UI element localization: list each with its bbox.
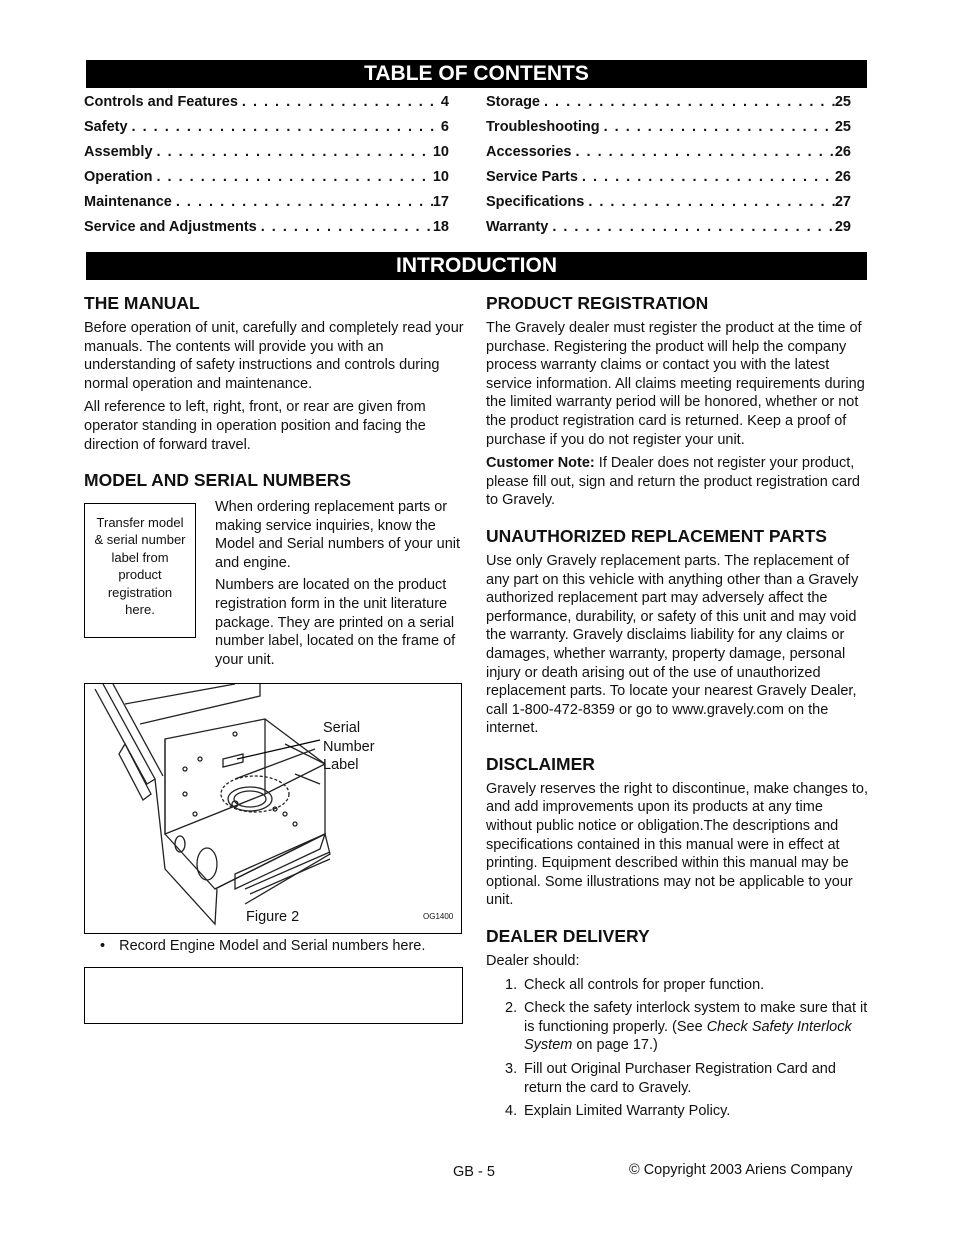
toc-entry-title: Operation: [84, 168, 153, 185]
toc-entry-title: Maintenance: [84, 193, 172, 210]
toc-entry-page: 29: [834, 218, 851, 235]
toc-entry[interactable]: [486, 214, 851, 239]
manual-section: [84, 292, 466, 454]
callout-line: Label: [323, 757, 359, 774]
list-item-text: Fill out Original Purchaser Registration Card and return the card to Gravely.: [524, 1061, 836, 1096]
toc-entry[interactable]: [84, 164, 449, 189]
toc-entry-title: Service and Adjustments: [84, 218, 257, 235]
callout-line: Number: [323, 738, 375, 755]
toc-entry[interactable]: [486, 139, 851, 164]
toc-right-column: [486, 89, 851, 239]
customer-note-text: If Dealer does not register your product, please fill out, sign and return the product registration card to Gravely.: [486, 455, 860, 509]
list-item: 2. Check the safety interlock system to make sure that it is functioning properly. (See Check Safety Interlock System on page 17.): [505, 999, 870, 1055]
list-item-text: Explain Limited Warranty Policy.: [524, 1103, 731, 1120]
disclaimer-heading: DISCLAIMER: [486, 753, 595, 774]
toc-entry-title: Warranty: [486, 218, 549, 235]
manual-paragraph-1: Before operation of unit, carefully and completely read your manuals. The contents will provide you with an understanding of safety instructions and controls during normal operation and maintenance.: [84, 320, 464, 392]
toc-entry-title: Assembly: [84, 143, 153, 160]
model-section: [84, 469, 466, 491]
model-text: [215, 498, 467, 669]
mower-frame-illustration: [85, 684, 461, 933]
toc-entry-title: Service Parts: [486, 168, 578, 185]
toc-title: TABLE OF CONTENTS: [86, 60, 867, 88]
toc-entry[interactable]: [84, 189, 449, 214]
bullet-icon: •: [100, 938, 106, 954]
disclaimer-paragraph: Gravely reserves the right to discontinue, make changes to, and add improvements upon its products at any time without public notice or obligation.The descriptions and specifications contained in this manual were in effect at printing. Equipment described within this manual may be optional. Some illustrations may not be applicable to your unit.: [486, 780, 869, 909]
list-item-text: [524, 999, 870, 1055]
toc-entry[interactable]: [84, 114, 449, 139]
toc-entry[interactable]: [84, 139, 449, 164]
manual-paragraph-2: All reference to left, right, front, or rear are given from operator standing in operation position and facing the direction of forward travel.: [84, 399, 426, 453]
dealer-lead: Dealer should:: [486, 953, 580, 970]
toc-entry-title: Specifications: [486, 193, 585, 210]
toc-entry-page: 26: [834, 168, 851, 185]
list-item: 4. Explain Limited Warranty Policy.: [505, 1103, 731, 1120]
copyright: © Copyright 2003 Ariens Company: [629, 1162, 853, 1178]
registration-paragraph: The Gravely dealer must register the product at the time of purchase. Registering the product will help the company process warranty claims or contact you with the latest service information. All claims meeting requirements during the limited warranty period will be honored, whether or not the product registration card is returned. Keep a proof of purchase if you do not register your unit.: [486, 320, 865, 448]
list-item-text: Check all controls for proper function.: [524, 976, 765, 993]
customer-note: [486, 454, 870, 510]
dealer-heading: DEALER DELIVERY: [486, 926, 650, 947]
toc-entry-title: Troubleshooting: [486, 118, 600, 135]
callout-line: Serial: [323, 720, 361, 736]
engine-record-box[interactable]: [84, 967, 463, 1024]
toc-entry-page: 25: [834, 93, 851, 110]
toc-entry-title: Accessories: [486, 143, 572, 160]
toc-entry-page: 26: [834, 143, 851, 160]
toc-entry-title: Storage: [486, 93, 540, 110]
toc-entry-page: 10: [432, 143, 449, 160]
item2-pre: Check the safety interlock system to make sure that it is functioning properly. (See: [524, 1000, 868, 1035]
record-bullet: [100, 937, 466, 956]
registration-heading: PRODUCT REGISTRATION: [486, 293, 709, 313]
toc-entry[interactable]: [84, 214, 449, 239]
toc-entry-page: 4: [440, 93, 449, 110]
serial-number-callout: [323, 719, 375, 775]
label-transfer-box: [84, 503, 196, 638]
toc-entry[interactable]: [486, 189, 851, 214]
page-number: GB - 5: [453, 1164, 495, 1180]
list-item: 3. Fill out Original Purchaser Registration Card and return the card to Gravely.: [505, 1060, 870, 1097]
right-column: [486, 292, 870, 1121]
model-heading: MODEL AND SERIAL NUMBERS: [84, 470, 352, 490]
figure-caption: Figure 2: [246, 909, 300, 925]
toc-entry-page: 27: [834, 193, 851, 210]
intro-title: INTRODUCTION: [86, 252, 867, 280]
toc-entry[interactable]: [84, 89, 449, 114]
toc-entry-page: 6: [440, 118, 449, 135]
unauthorized-paragraph: Use only Gravely replacement parts. The replacement of any part on this vehicle with anything other than a Gravely authorized replacement part may adversely affect the performance, durability, or safety of this unit and may void the warranty. Gravely disclaims liability for any claims or damages, whether warranty, property damage, personal injury or death arising out of the use of unauthorized replacement parts. To locate your nearest Gravely Dealer, call 1-800-472-8359 or go to www.gravely.com on the internet.: [486, 552, 859, 737]
toc-entry-page: 10: [432, 168, 449, 185]
toc-entry[interactable]: [486, 89, 851, 114]
model-paragraph-2: Numbers are located on the product registration form in the unit literature package. They are printed on a serial number label, located on the frame of your unit.: [215, 577, 456, 668]
figure-code: OG1400: [423, 912, 454, 921]
item2-reference: Check Safety Interlock System: [524, 1018, 852, 1054]
figure-2: [84, 683, 462, 934]
toc-entry-page: 17: [432, 193, 449, 210]
record-bullet-text: Record Engine Model and Serial numbers here.: [119, 938, 426, 954]
toc-entry-page: 25: [834, 118, 851, 135]
model-paragraph-1: When ordering replacement parts or making service inquiries, know the Model and Serial numbers of your unit and engine.: [215, 499, 461, 571]
toc-left-column: [84, 89, 449, 239]
toc-entry-title: Safety: [84, 118, 128, 135]
customer-note-label: Customer Note:: [486, 455, 595, 472]
toc-entry[interactable]: [486, 164, 851, 189]
item2-post: on page 17.): [572, 1037, 658, 1054]
dealer-checklist: [486, 976, 870, 1121]
label-transfer-text: Transfer model & serial number label from product registration here.: [94, 515, 186, 618]
manual-heading: THE MANUAL: [84, 293, 200, 313]
toc-entry-title: Controls and Features: [84, 93, 238, 110]
unauthorized-heading: UNAUTHORIZED REPLACEMENT PARTS: [486, 525, 827, 546]
list-item: 1. Check all controls for proper function.: [505, 976, 765, 993]
toc-entry[interactable]: [486, 114, 851, 139]
toc-entry-page: 18: [432, 218, 449, 235]
